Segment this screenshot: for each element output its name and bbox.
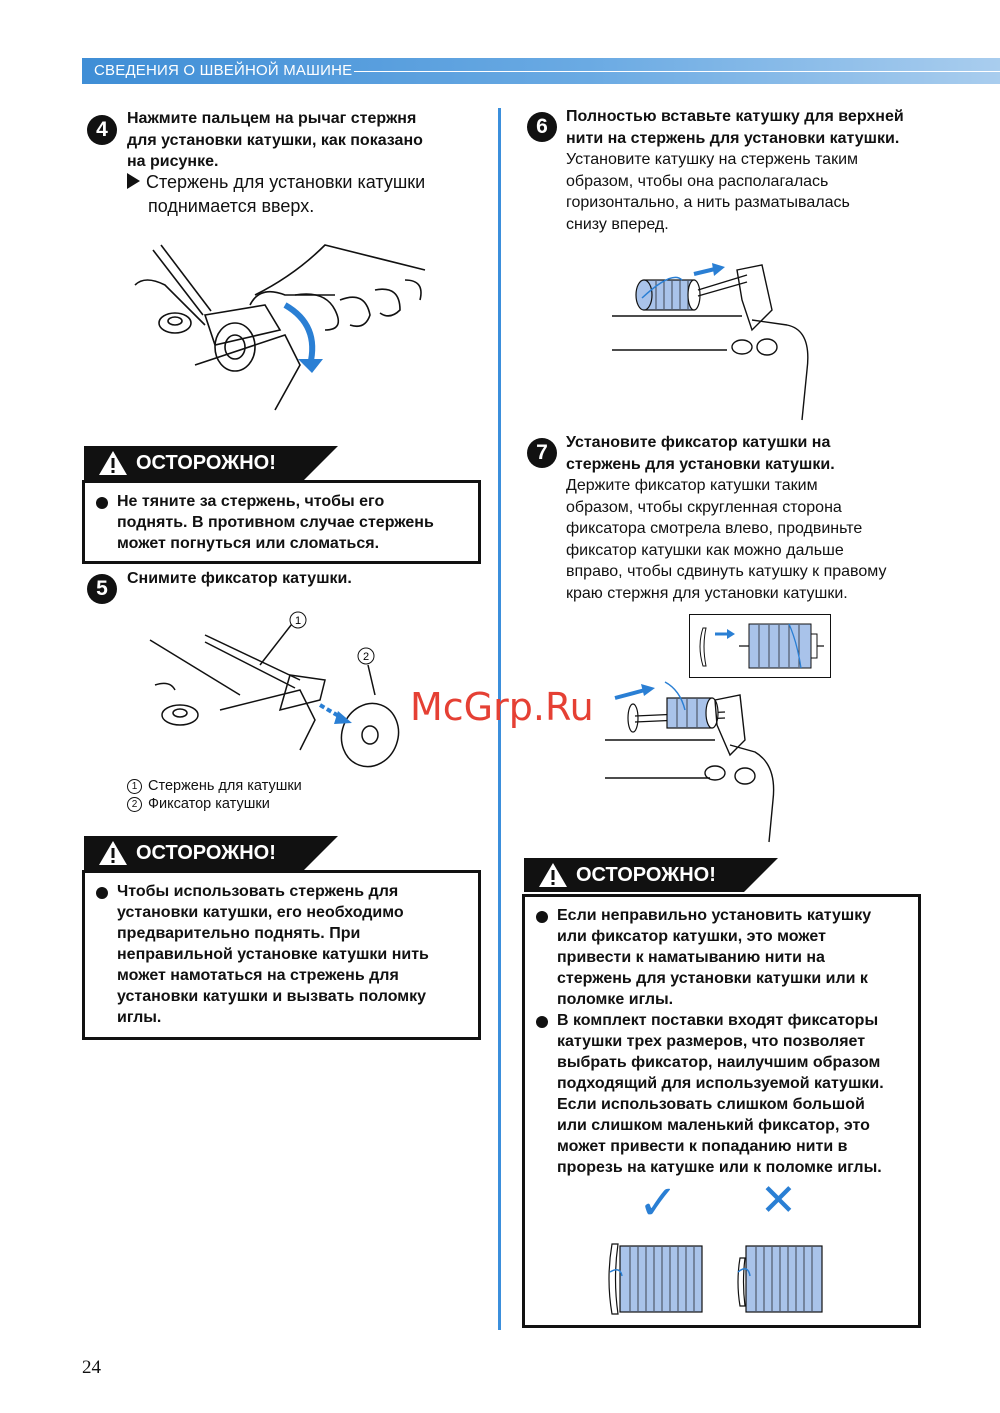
caution-line: Если неправильно установить катушку <box>557 907 872 924</box>
caution-line: иглы. <box>117 1009 162 1026</box>
step-7-text <box>566 475 886 604</box>
step-7-inset-illustration <box>689 614 831 678</box>
step-7-line: вправо, чтобы сдвинуть катушку к правому <box>566 563 887 580</box>
warning-icon <box>538 862 568 888</box>
step-6-text <box>566 149 858 235</box>
caution-line: Если использовать слишком большой <box>557 1096 865 1113</box>
caution-1-header <box>84 446 304 480</box>
caution-2-box <box>82 870 481 1040</box>
correct-spool-illustration <box>606 1240 714 1318</box>
step-6-line: Полностью вставьте катушку для верхней <box>566 108 904 125</box>
step-7-number: 7 <box>527 438 557 468</box>
step-6-line: образом, чтобы она располагалась <box>566 172 829 190</box>
caution-line: поднять. В противном случае стержень <box>117 514 434 531</box>
legend-item: Стержень для катушки <box>148 778 302 794</box>
step-5-number: 5 <box>87 574 117 604</box>
step-6-number: 6 <box>527 112 557 142</box>
result-line: Стержень для установки катушки <box>146 172 426 192</box>
section-title: СВЕДЕНИЯ О ШВЕЙНОЙ МАШИНЕ <box>94 62 353 79</box>
step-6-line: Установите катушку на стержень таким <box>566 151 858 168</box>
callout-1: 1 <box>294 615 302 627</box>
caution-1-title: ОСТОРОЖНО! <box>136 452 276 474</box>
caution-3-text-2 <box>557 1010 884 1178</box>
caution-1-text <box>117 491 434 554</box>
step-4-line: для установки катушки, как показано <box>127 131 423 149</box>
caution-line: или фиксатор катушки, это может <box>557 928 826 945</box>
page-number: 24 <box>82 1357 101 1378</box>
caution-2-text <box>117 881 429 1028</box>
caution-3-title: ОСТОРОЖНО! <box>576 864 716 886</box>
section-header <box>82 58 1000 84</box>
caution-line: неправильной установке катушки нить <box>117 946 429 963</box>
caution-line: В комплект поставки входят фиксаторы <box>557 1012 879 1029</box>
header-rule <box>354 71 1000 72</box>
step-7-bold <box>566 432 835 475</box>
callout-2: 2 <box>362 651 370 663</box>
caution-line: Не тяните за стержень, чтобы его <box>117 493 385 510</box>
caution-line: установки катушки, его необходимо <box>117 904 404 921</box>
correct-check-icon: ✓ <box>638 1177 679 1230</box>
caution-line: прорезь на катушке или к поломке иглы. <box>557 1159 882 1176</box>
caution-3-text-1 <box>557 905 871 1010</box>
step-4-illustration <box>135 235 425 415</box>
caution-line: может погнуться или сломаться. <box>117 535 380 552</box>
wrong-spool-illustration <box>736 1240 832 1318</box>
watermark: McGrp.Ru <box>410 685 594 729</box>
bullet-icon <box>536 911 548 923</box>
step-7-line: краю стержня для установки катушки. <box>566 584 848 602</box>
wrong-cross-icon: ✕ <box>760 1176 797 1225</box>
step-7-line: Установите фиксатор катушки на <box>566 434 831 451</box>
caution-line: катушки трех размеров, что позволяет <box>557 1033 866 1050</box>
legend-item: Фиксатор катушки <box>148 796 270 812</box>
step-5-legend <box>127 777 302 813</box>
step-7-illustration <box>605 680 780 845</box>
caution-line: привести к наматыванию нити на <box>557 949 825 966</box>
bullet-icon <box>96 497 108 509</box>
caution-1-box <box>82 480 481 564</box>
step-6-line: снизу вперед. <box>566 215 669 233</box>
step-6-line: горизонтально, а нить разматывалась <box>566 194 850 211</box>
step-4-number: 4 <box>87 115 117 145</box>
legend-number: 2 <box>127 797 142 812</box>
warning-icon <box>98 840 128 866</box>
step-4-line: на рисунке. <box>127 153 219 170</box>
step-6-illustration <box>612 250 817 425</box>
step-5-illustration <box>150 610 400 770</box>
caution-line: поломке иглы. <box>557 991 674 1008</box>
step-4-line: Нажмите пальцем на рычаг стержня <box>127 110 417 127</box>
step-4-text <box>127 108 423 173</box>
caution-line: Чтобы использовать стержень для <box>117 883 399 900</box>
caution-line: или слишком маленький фиксатор, это <box>557 1117 870 1134</box>
result-arrow-icon <box>127 173 140 189</box>
bullet-icon <box>96 887 108 899</box>
caution-line: может привести к попаданию нити в <box>557 1138 848 1155</box>
step-7-line: образом, чтобы скругленная сторона <box>566 498 842 516</box>
step-7-line: Держите фиксатор катушки таким <box>566 477 818 494</box>
caution-line: выбрать фиксатор, наилучшим образом <box>557 1054 881 1071</box>
step-4-result <box>127 170 425 218</box>
step-7-line: фиксатора смотрела влево, продвиньте <box>566 520 863 537</box>
caution-3-header <box>524 858 744 892</box>
caution-2-header <box>84 836 304 870</box>
warning-icon <box>98 450 128 476</box>
caution-3-box <box>522 894 921 1328</box>
caution-line: установки катушки и вызвать поломку <box>117 988 427 1005</box>
step-6-line: нити на стержень для установки катушки. <box>566 129 900 147</box>
bullet-icon <box>536 1016 548 1028</box>
legend-number: 1 <box>127 779 142 794</box>
step-5-text: Снимите фиксатор катушки. <box>127 570 352 587</box>
caution-2-title: ОСТОРОЖНО! <box>136 842 276 864</box>
step-7-line: стержень для установки катушки. <box>566 455 835 473</box>
step-6-bold <box>566 106 904 149</box>
step-7-line: фиксатор катушки как можно дальше <box>566 541 844 559</box>
caution-line: подходящий для используемой катушки. <box>557 1075 884 1092</box>
caution-line: стержень для установки катушки или к <box>557 970 868 987</box>
caution-line: может намотаться на стрежень для <box>117 967 399 984</box>
caution-line: предварительно поднять. При <box>117 925 361 942</box>
result-line: поднимается вверх. <box>148 196 315 216</box>
